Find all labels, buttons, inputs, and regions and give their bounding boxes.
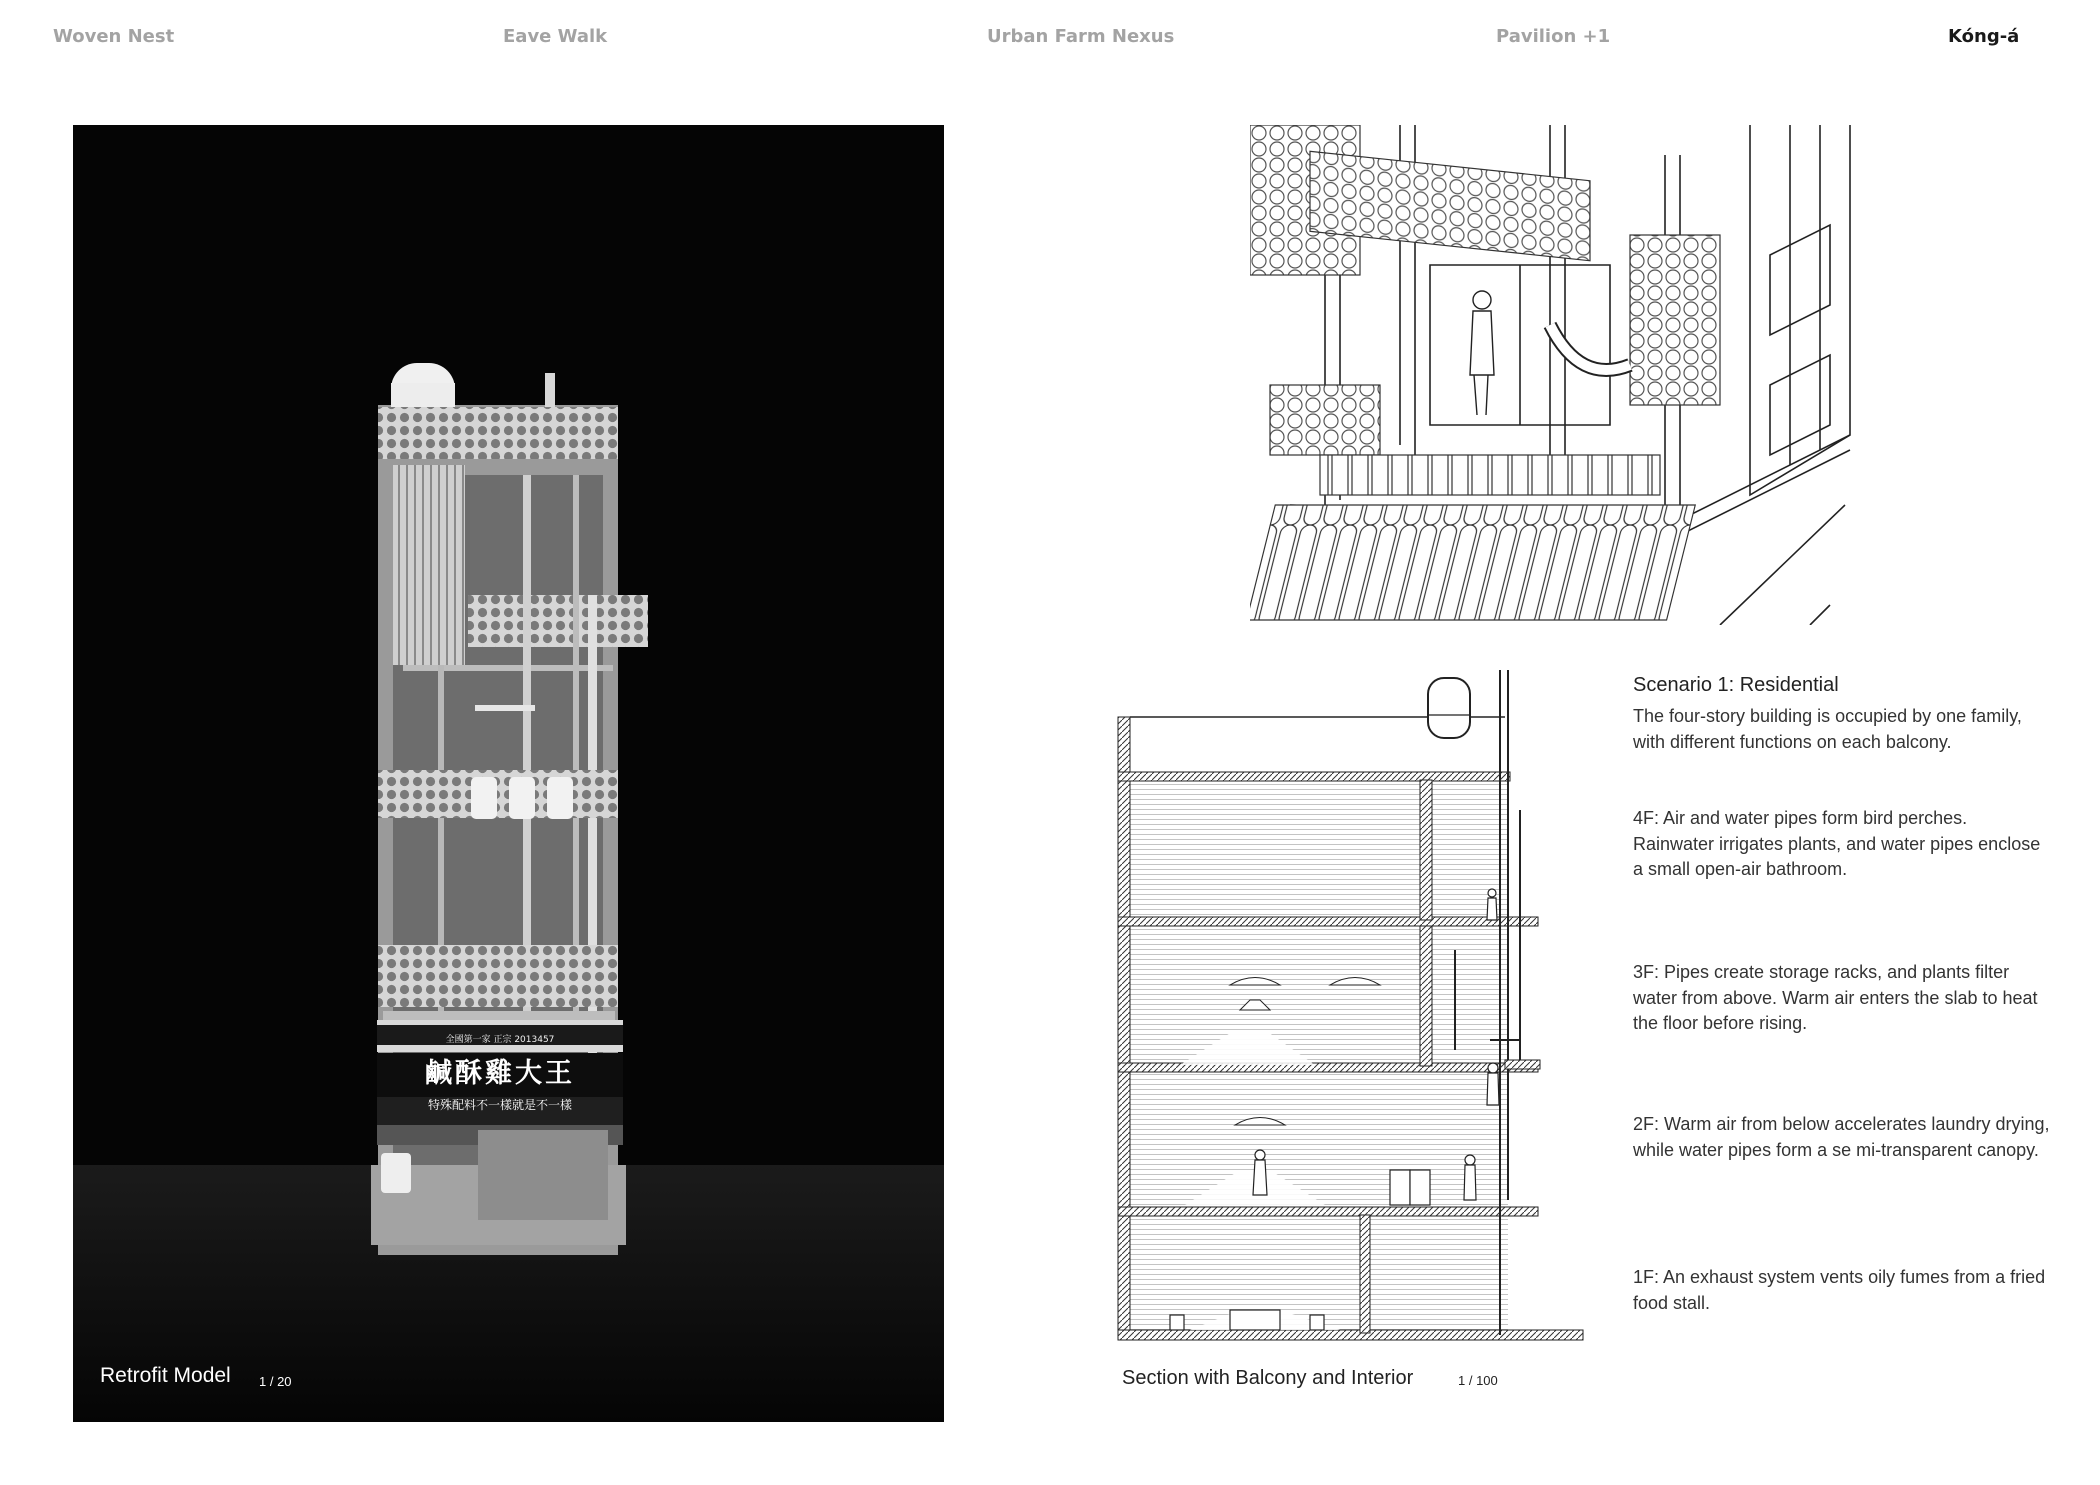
- nav-item-eave-walk[interactable]: Eave Walk: [503, 26, 608, 47]
- floor-4f-text: 4F: Air and water pipes form bird perches. Rainwater irrigates plants, and water pipes enclose a small open-air bathroom.: [1633, 808, 2041, 879]
- section-caption: Section with Balcony and Interior: [1122, 1367, 1414, 1389]
- shop-sign: [377, 1020, 623, 1145]
- sign-line-1: 全國第一家 正宗 2013457: [445, 1035, 555, 1045]
- axonometric-illustration: [1250, 125, 2030, 625]
- section-scale: 1 / 100: [1458, 1373, 1498, 1388]
- photo-caption: Retrofit Model: [100, 1364, 231, 1387]
- photo-scale: 1 / 20: [259, 1374, 292, 1389]
- balcony-axonometric-drawing: [1250, 125, 2030, 625]
- scenario-description: [1633, 674, 2053, 1313]
- retrofit-model-photo: [73, 125, 944, 1422]
- sign-line-3: 特殊配料不一樣就是不一樣: [427, 1098, 572, 1112]
- nav-item-woven-nest[interactable]: Woven Nest: [53, 26, 175, 47]
- model-illustration: [73, 125, 944, 1422]
- top-nav: [0, 26, 2100, 50]
- floor-1f-text: 1F: An exhaust system vents oily fumes from a fried food stall.: [1633, 1267, 2046, 1313]
- nav-item-pavilion-plus-1[interactable]: Pavilion +1: [1496, 26, 1611, 47]
- floor-3f-text: 3F: Pipes create storage racks, and plants filter water from above. Warm air enters the slab to heat the floor before rising.: [1633, 962, 2038, 1033]
- section-drawing: [1110, 660, 1590, 1360]
- nav-item-urban-farm-nexus[interactable]: Urban Farm Nexus: [987, 26, 1175, 47]
- sign-line-2: 鹹酥雞大王: [425, 1058, 575, 1089]
- floor-2f-text: 2F: Warm air from below accelerates laundry drying, while water pipes form a se mi-transparent canopy.: [1633, 1114, 2050, 1160]
- nav-item-kong-a[interactable]: Kóng-á: [1948, 26, 2020, 47]
- section-illustration: [1110, 660, 1590, 1360]
- scenario-title: Scenario 1: Residential: [1633, 674, 1839, 696]
- scenario-intro: The four-story building is occupied by one family, with different functions on each balcony.: [1633, 706, 2022, 752]
